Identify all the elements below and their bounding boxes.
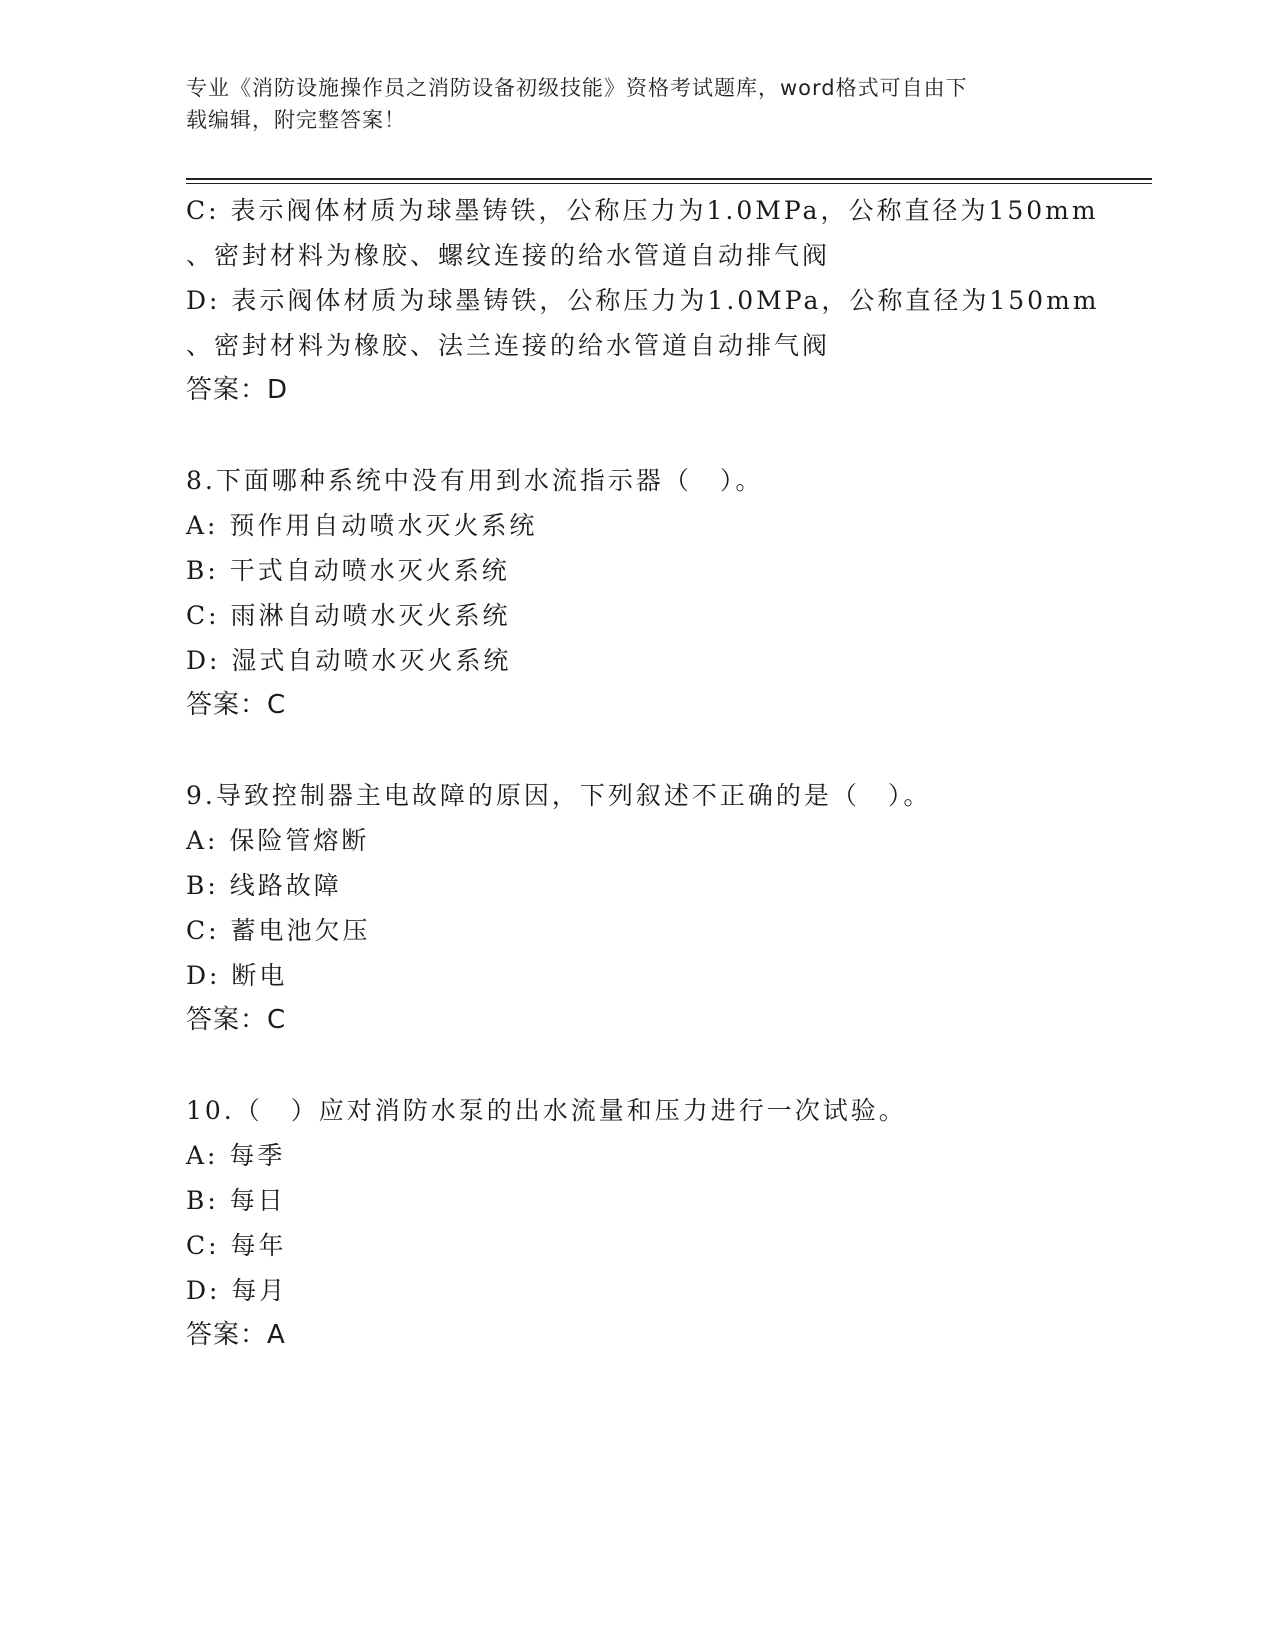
answer-line: 答案：D [186, 375, 289, 405]
question-9 [186, 773, 1086, 1043]
option-line: C: 表示阀体材质为球墨铸铁，公称压力为1.0MPa，公称直径为150mm [186, 196, 1099, 225]
question-stem: 9.导致控制器主电故障的原因，下列叙述不正确的是（ ）。 [186, 781, 932, 810]
question-stem: 8.下面哪种系统中没有用到水流指示器（ ）。 [186, 466, 764, 495]
option-b: B: 干式自动喷水灭火系统 [186, 556, 510, 585]
question-7-continued [186, 188, 1100, 413]
answer-line: 答案：A [186, 1320, 286, 1350]
option-a: A: 每季 [186, 1141, 286, 1170]
header-line-2: 载编辑，附完整答案！ [186, 108, 406, 132]
question-stem: 10.（ ）应对消防水泵的出水流量和压力进行一次试验。 [186, 1096, 907, 1125]
option-d: D: 每月 [186, 1276, 288, 1305]
option-c: C: 雨淋自动喷水灭火系统 [186, 601, 511, 630]
option-line: 、密封材料为橡胶、法兰连接的给水管道自动排气阀 [186, 331, 831, 360]
option-d: D: 湿式自动喷水灭火系统 [186, 646, 512, 675]
option-line: D: 表示阀体材质为球墨铸铁，公称压力为1.0MPa，公称直径为150mm [186, 286, 1100, 315]
option-d: D: 断电 [186, 961, 288, 990]
header-divider [186, 178, 1152, 184]
question-10 [186, 1088, 1086, 1358]
document-header [186, 72, 1066, 136]
option-b: B: 线路故障 [186, 871, 342, 900]
option-a: A: 预作用自动喷水灭火系统 [186, 511, 538, 540]
header-line-1: 专业《消防设施操作员之消防设备初级技能》资格考试题库，word格式可自由下 [186, 76, 968, 100]
option-c: C: 蓄电池欠压 [186, 916, 371, 945]
option-a: A: 保险管熔断 [186, 826, 370, 855]
option-b: B: 每日 [186, 1186, 286, 1215]
answer-line: 答案：C [186, 1005, 287, 1035]
option-line: 、密封材料为橡胶、螺纹连接的给水管道自动排气阀 [186, 241, 831, 270]
spacer [186, 728, 1086, 773]
option-c: C: 每年 [186, 1231, 287, 1260]
answer-line: 答案：C [186, 690, 287, 720]
spacer [186, 1043, 1086, 1088]
question-8 [186, 458, 1086, 728]
spacer [186, 413, 1086, 458]
question-list [186, 188, 1100, 1358]
